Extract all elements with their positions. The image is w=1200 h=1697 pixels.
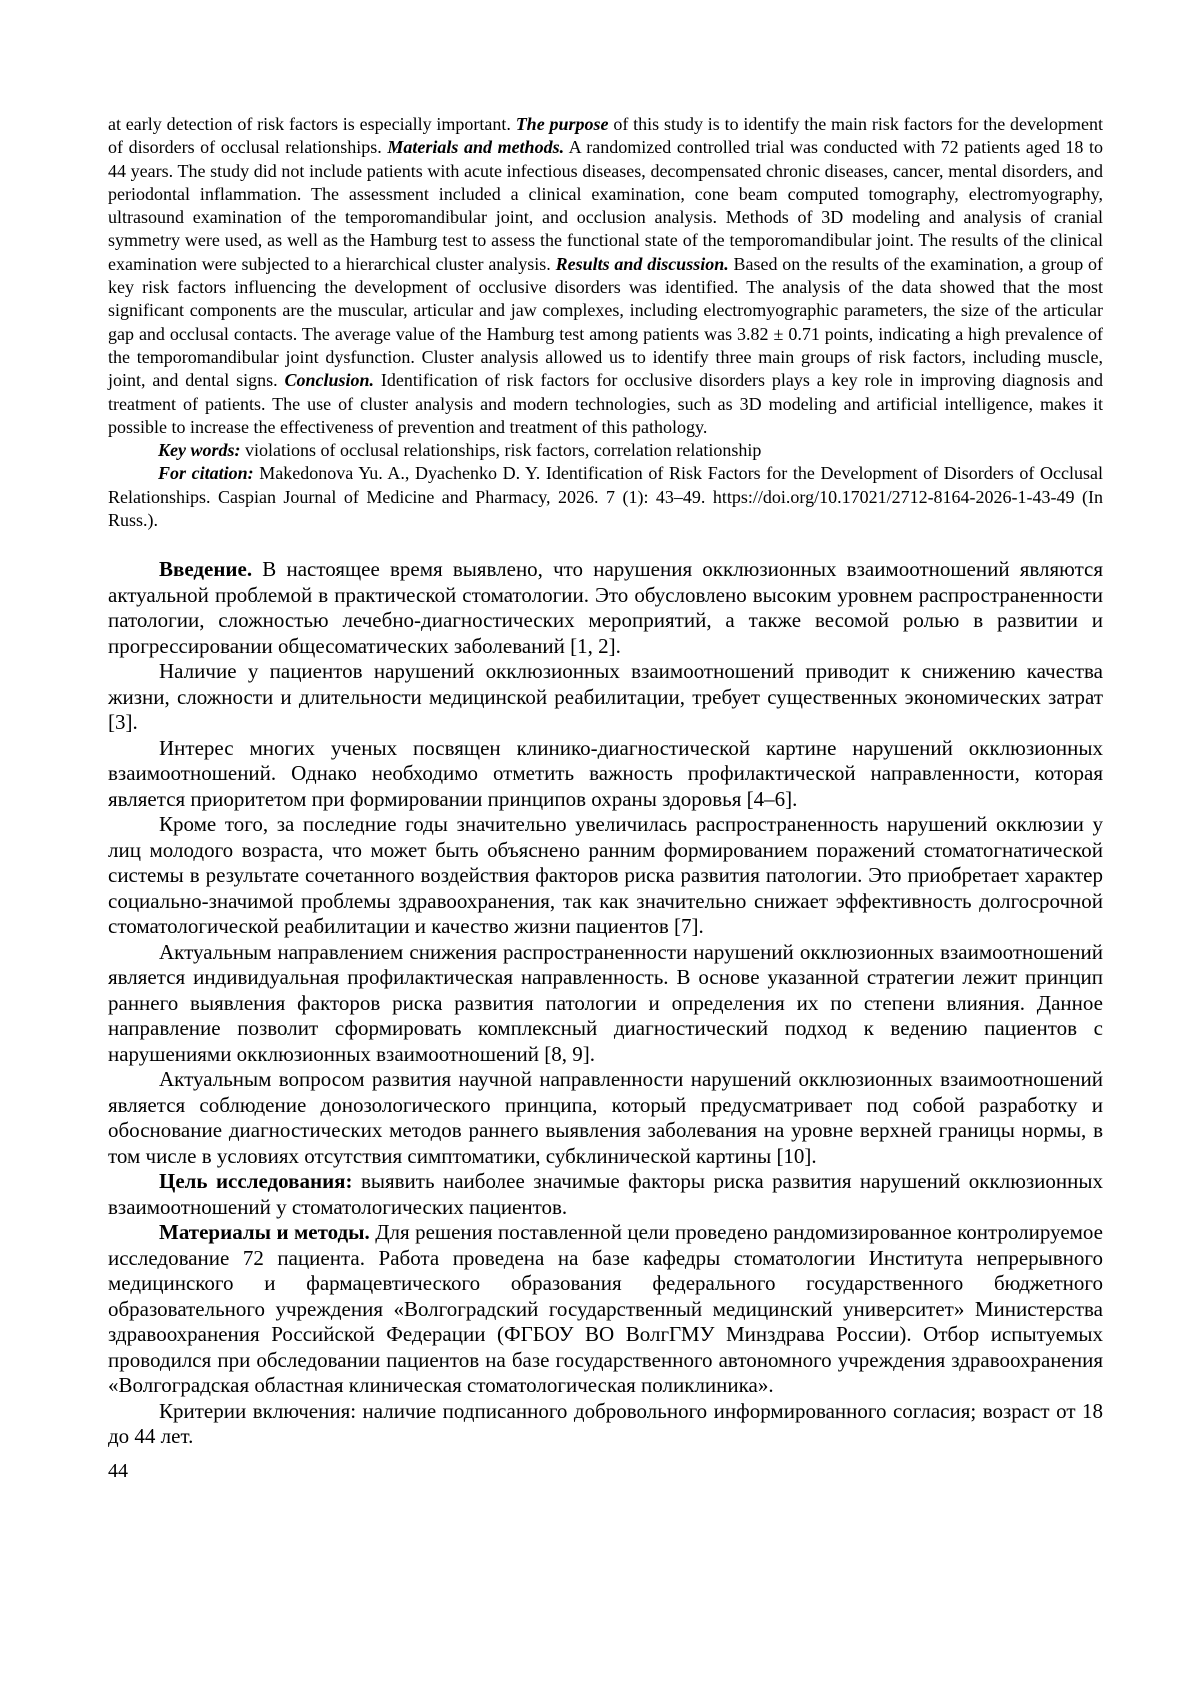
body-paragraph — [108, 1067, 1103, 1169]
paragraph-text: Актуальным вопросом развития научной направленности нарушений окклюзионных взаимоотношений является соблюдение донозологического принципа, который предусматривает под собой разработку и обоснование диагностических методов раннего выявления заболевания на уровне верхней границы нормы, в том числе в условиях отсутствия симптоматики, субклинической картины [10]. — [108, 1067, 1103, 1168]
introduction-paragraph — [108, 557, 1103, 659]
abstract-subheading-results: Results and discussion. — [555, 253, 729, 274]
abstract-text-run: at early detection of risk factors is especially important. — [108, 114, 516, 134]
study-aim-heading: Цель исследования: — [159, 1169, 353, 1194]
paragraph-text: Наличие у пациентов нарушений окклюзионных взаимоотношений приводит к снижению качества жизни, сложности и длительности медицинской реабилитации, требует существенных экономических затрат [3]. — [108, 659, 1103, 735]
keywords-label: Key words: — [158, 440, 241, 461]
study-aim-paragraph — [108, 1169, 1103, 1220]
citation-text: Makedonova Yu. A., Dyachenko D. Y. Identification of Risk Factors for the Development of Disorders of Occlusal Relationships. Caspian Journal of Medicine and Pharmacy, 2026. 7 (1): 43–49. https://doi.org/10.17021/2712-8164-2026-1-43-49 (In Russ.). — [108, 463, 1103, 531]
russian-body-section — [108, 557, 1103, 1450]
keywords-text: violations of occlusal relationships, risk factors, correlation relationship — [240, 440, 762, 461]
body-paragraph — [108, 940, 1103, 1068]
materials-methods-paragraph — [108, 1220, 1103, 1399]
abstract-subheading-purpose: The purpose — [515, 114, 609, 134]
abstract-subheading-conclusion: Conclusion. — [284, 370, 375, 391]
abstract-subheading-materials: Materials and methods. — [387, 137, 565, 158]
paragraph-text: Для решения поставленной цели проведено рандомизированное контролируемое исследование 72 пациента. Работа проведена на базе кафедры стоматологии Института непрерывного медицинского и фармацевтического образования федерального государственного бюджетного образовательного учреждения «Волгоградский государственный медицинский университет» Министерства здравоохранения Российской Федерации (ФГБОУ ВО ВолгГМУ Минздрава России). Отбор испытуемых проводился при обследовании пациентов на базе государственного автономного учреждения здравоохранения «Волгоградская областная клиническая стоматологическая поликлиника». — [108, 1220, 1104, 1398]
paragraph-text: В настоящее время выявлено, что нарушения окклюзионных взаимоотношений являются актуальной проблемой в практической стоматологии. Это обусловлено высоким уровнем распространенности патологии, сложностью лечебно-диагностических мероприятий, а также весомой ролью в развитии и прогрессировании общесоматических заболеваний [1, 2]. — [108, 557, 1103, 658]
page-number: 44 — [108, 1459, 128, 1482]
paragraph-text: Кроме того, за последние годы значительно увеличилась распространенность нарушений окклюзии у лиц молодого возраста, что может быть объяснено ранним формированием поражений стоматогнатической системы в результате сочетанного воздействия факторов риска развития патологии. Это приобретает характер социально-значимой проблемы здравоохранения, так как значительно снижает эффективность долгосрочной стоматологической реабилитации и качество жизни пациентов [7]. — [108, 812, 1103, 939]
paragraph-text: Критерии включения: наличие подписанного добровольного информированного согласия; возраст от 18 до 44 лет. — [108, 1398, 1103, 1449]
paragraph-text: Актуальным направлением снижения распространенности нарушений окклюзионных взаимоотношений является индивидуальная профилактическая направленность. В основе указанной стратегии лежит принцип раннего выявления факторов риска развития патологии и определения их по степени влияния. Данное направление позволит сформировать комплексный диагностический подход к ведению пациентов с нарушениями окклюзионных взаимоотношений [8, 9]. — [108, 939, 1103, 1066]
abstract-text-run: Identification of risk factors for occlusive disorders plays a key role in improving diagnosis and treatment of patients. The use of cluster analysis and modern technologies, such as 3D modeling and artificial intelligence, makes it possible to increase the effectiveness of prevention and treatment of this pathology. — [108, 370, 1104, 437]
abstract-paragraph — [108, 113, 1103, 439]
body-paragraph — [108, 812, 1103, 940]
abstract-section — [108, 113, 1103, 532]
abstract-text-run: of this study is to identify the main risk factors for the development of disorders of occlusal relationships. — [108, 114, 1103, 158]
paragraph-text: Интерес многих ученых посвящен клинико-диагностической картине нарушений окклюзионных взаимоотношений. Однако необходимо отметить важность профилактической направленности, которая является приоритетом при формировании принципов охраны здоровья [4–6]. — [108, 735, 1103, 811]
body-paragraph — [108, 659, 1103, 736]
abstract-text-run: A randomized controlled trial was conducted with 72 patients aged 18 to 44 years. The study did not include patients with acute infectious diseases, decompensated chronic diseases, cancer, mental disorders, and periodontal inflammation. The assessment included a clinical examination, cone beam computed tomography, electromyography, ultrasound examination of the temporomandibular joint, and occlusion analysis. Methods of 3D modeling and analysis of cranial symmetry were used, as well as the Hamburg test to assess the functional state of the temporomandibular joint. The results of the clinical examination were subjected to a hierarchical cluster analysis. — [108, 137, 1103, 274]
introduction-heading: Введение. — [159, 557, 253, 582]
keywords-line — [108, 439, 1103, 462]
citation-line — [108, 462, 1103, 532]
paragraph-text: выявить наиболее значимые факторы риска развития нарушений окклюзионных взаимоотношений у стоматологических пациентов. — [108, 1169, 1103, 1219]
abstract-text-run: Based on the results of the examination, a group of key risk factors influencing the development of occlusive disorders was identified. The analysis of the data showed that the most significant components are the muscular, articular and jaw complexes, including electromyographic parameters, the size of the articular gap and occlusal contacts. The average value of the Hamburg test among patients was 3.82 ± 0.71 points, indicating a high prevalence of the temporomandibular joint dysfunction. Cluster analysis allowed us to identify three main groups of risk factors, including muscle, joint, and dental signs. — [108, 253, 1103, 391]
materials-methods-heading: Материалы и методы. — [159, 1220, 370, 1245]
citation-label: For citation: — [158, 463, 254, 484]
body-paragraph — [108, 736, 1103, 813]
inclusion-criteria-paragraph — [108, 1399, 1103, 1450]
